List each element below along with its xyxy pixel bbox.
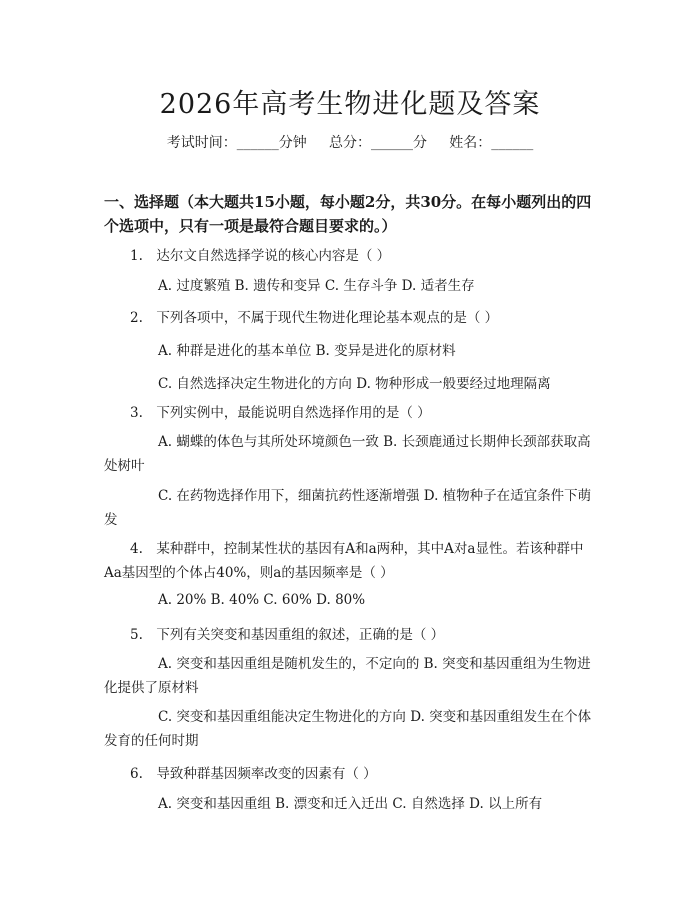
- question-4-stem: 4. 某种群中，控制某性状的基因有A和a两种，其中A对a显性。若该种群中Aa基因型的个体占40%，则a的基因频率是（ ）: [104, 541, 584, 581]
- question-6-options: A. 突变和基因重组 B. 漂变和迁入迁出 C. 自然选择 D. 以上所有: [158, 796, 543, 812]
- page-title: 2026年高考生物进化题及答案: [159, 89, 541, 120]
- question-3-stem: 3. 下列实例中，最能说明自然选择作用的是（ ）: [130, 405, 431, 421]
- question-3-options-line-1: A. 蝴蝶的体色与其所处环境颜色一致 B. 长颈鹿通过长期伸长颈部获取高处树叶: [104, 434, 591, 474]
- question-6-stem: 6. 导致种群基因频率改变的因素有（ ）: [130, 766, 377, 782]
- question-5-options-line-2: C. 突变和基因重组能决定生物进化的方向 D. 突变和基因重组发生在个体发育的任何时期: [104, 709, 592, 749]
- question-5-stem: 5. 下列有关突变和基因重组的叙述，正确的是（ ）: [130, 627, 445, 643]
- exam-info-line: 考试时间：______分钟 总分：______分 姓名：______: [166, 135, 534, 151]
- question-1-stem: 1. 达尔文自然选择学说的核心内容是（ ）: [130, 248, 391, 264]
- question-2-options-line-2: C. 自然选择决定生物进化的方向 D. 物种形成一般要经过地理隔离: [158, 376, 551, 392]
- question-2-options-line-1: A. 种群是进化的基本单位 B. 变异是进化的原材料: [158, 343, 456, 359]
- question-4-options: A. 20% B. 40% C. 60% D. 80%: [158, 592, 366, 608]
- section-heading: 一、选择题（本大题共15小题，每小题2分，共30分。在每小题列出的四个选项中，只有一项是最符合题目要求的。）: [104, 193, 592, 235]
- question-2-stem: 2. 下列各项中，不属于现代生物进化理论基本观点的是（ ）: [130, 310, 499, 326]
- question-5-options-line-1: A. 突变和基因重组是随机发生的，不定向的 B. 突变和基因重组为生物进化提供了原材料: [104, 656, 591, 696]
- question-1-options: A. 过度繁殖 B. 遗传和变异 C. 生存斗争 D. 适者生存: [158, 278, 475, 294]
- question-3-options-line-2: C. 在药物选择作用下，细菌抗药性逐渐增强 D. 植物种子在适宜条件下萌发: [104, 488, 592, 528]
